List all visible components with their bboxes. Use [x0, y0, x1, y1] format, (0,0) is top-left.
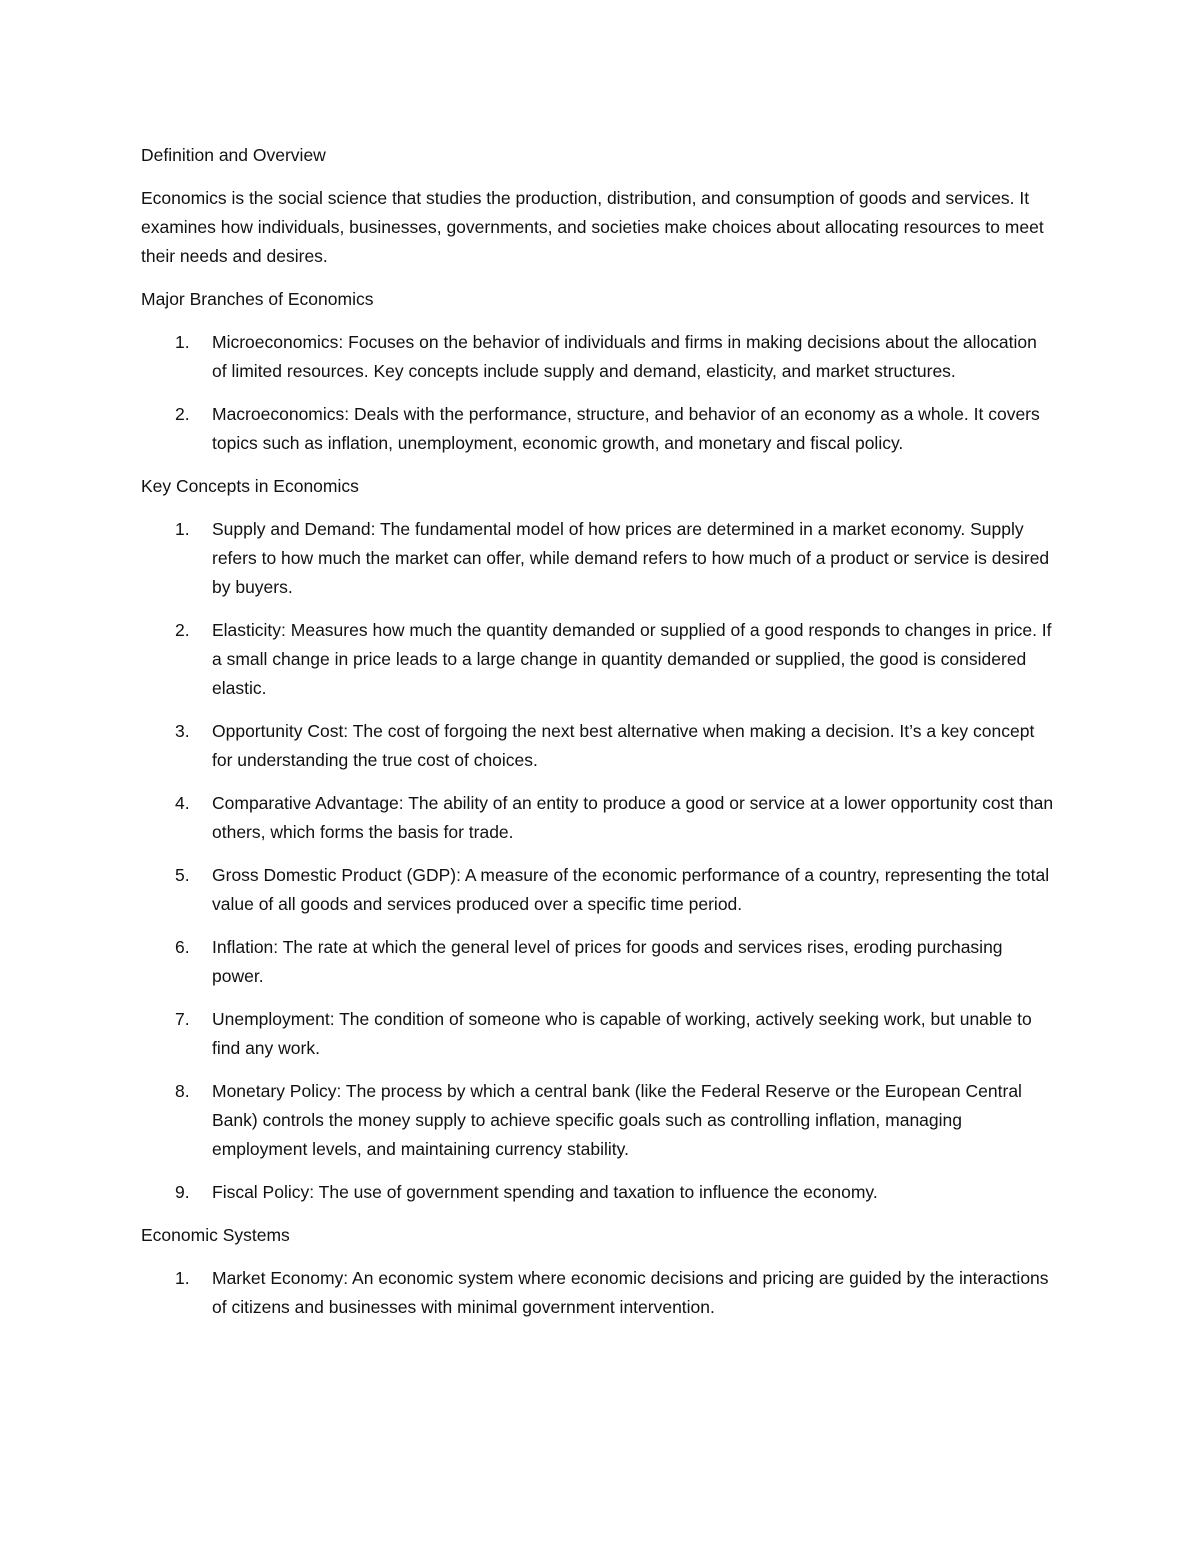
section-paragraph: Economics is the social science that studies the production, distribution, and consumption of goods and services. It examines how individuals, businesses, governments, and societies make choices about allocating resources to meet their needs and desires.: [141, 188, 1044, 266]
list-item: [141, 328, 1061, 386]
list-item-text: Comparative Advantage: The ability of an entity to produce a good or service at a lower opportunity cost than others, which forms the basis for trade.: [212, 793, 1054, 842]
list-item: [141, 1264, 1061, 1322]
list-item: [141, 789, 1061, 847]
section-heading: Key Concepts in Economics: [141, 476, 359, 496]
list-item-text: Fiscal Policy: The use of government spending and taxation to influence the economy.: [212, 1182, 878, 1202]
section-heading: Major Branches of Economics: [141, 289, 374, 309]
numbered-list: [141, 328, 1061, 458]
list-item-text: Elasticity: Measures how much the quantity demanded or supplied of a good responds to changes in price. If a small change in price leads to a large change in quantity demanded or supplied, the good is considered elastic.: [212, 620, 1052, 698]
section-heading: Definition and Overview: [141, 145, 326, 165]
list-number: 8.: [175, 1081, 190, 1101]
section-heading: Economic Systems: [141, 1225, 290, 1245]
list-number: 9.: [175, 1182, 190, 1202]
list-item: [141, 1178, 1061, 1207]
list-item: [141, 1005, 1061, 1063]
list-item: [141, 1077, 1061, 1164]
list-item-text: Gross Domestic Product (GDP): A measure of the economic performance of a country, representing the total value of all goods and services produced over a specific time period.: [212, 865, 1050, 914]
list-item: [141, 717, 1061, 775]
section-economic-systems: [141, 1221, 1061, 1322]
list-item: [141, 861, 1061, 919]
list-number: 7.: [175, 1009, 190, 1029]
list-number: 1.: [175, 519, 190, 539]
list-number: 3.: [175, 721, 190, 741]
list-item: [141, 515, 1061, 602]
list-item-text: Unemployment: The condition of someone who is capable of working, actively seeking work, but unable to find any work.: [212, 1009, 1032, 1058]
list-item-text: Supply and Demand: The fundamental model of how prices are determined in a market economy. Supply refers to how much the market can offer, while demand refers to how much of a product or service is desired by buyers.: [212, 519, 1050, 597]
list-item: [141, 933, 1061, 991]
list-number: 6.: [175, 937, 190, 957]
list-item-text: Microeconomics: Focuses on the behavior of individuals and firms in making decisions about the allocation of limited resources. Key concepts include supply and demand, elasticity, and market structures.: [212, 332, 1037, 381]
list-item-text: Opportunity Cost: The cost of forgoing the next best alternative when making a decision. It’s a key concept for understanding the true cost of choices.: [212, 721, 1035, 770]
list-number: 5.: [175, 865, 190, 885]
list-item-text: Market Economy: An economic system where economic decisions and pricing are guided by the interactions of citizens and businesses with minimal government intervention.: [212, 1268, 1049, 1317]
list-item-text: Monetary Policy: The process by which a central bank (like the Federal Reserve or the European Central Bank) controls the money supply to achieve specific goals such as controlling inflation, managing employment levels, and maintaining currency stability.: [212, 1081, 1022, 1159]
section-key-concepts: [141, 472, 1061, 1207]
section-definition-overview: [141, 141, 1061, 271]
section-major-branches: [141, 285, 1061, 458]
numbered-list: [141, 515, 1061, 1207]
list-item: [141, 400, 1061, 458]
list-item-text: Macroeconomics: Deals with the performance, structure, and behavior of an economy as a whole. It covers topics such as inflation, unemployment, economic growth, and monetary and fiscal policy.: [212, 404, 1040, 453]
list-number: 4.: [175, 793, 190, 813]
list-number: 2.: [175, 620, 190, 640]
list-number: 1.: [175, 1268, 190, 1288]
document-page: [141, 141, 1061, 1336]
numbered-list: [141, 1264, 1061, 1322]
list-number: 1.: [175, 332, 190, 352]
list-item: [141, 616, 1061, 703]
list-item-text: Inflation: The rate at which the general level of prices for goods and services rises, eroding purchasing power.: [212, 937, 1003, 986]
list-number: 2.: [175, 404, 190, 424]
